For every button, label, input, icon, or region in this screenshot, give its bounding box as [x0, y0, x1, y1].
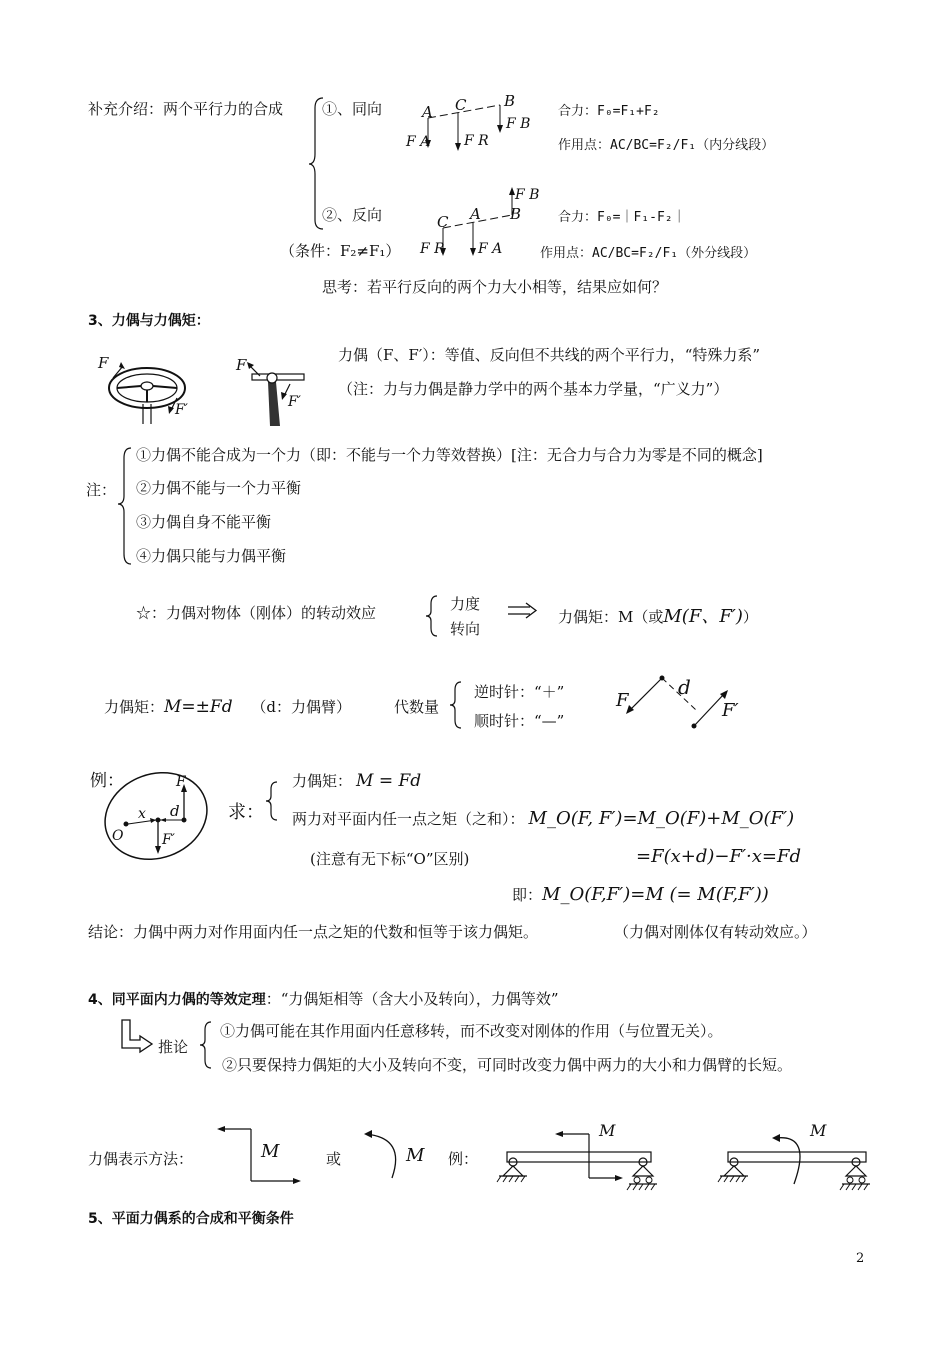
implies-arrow-icon: [506, 603, 540, 619]
case2-resultant: 合力：F₀=｜F₁-F₂｜: [558, 210, 686, 225]
subscript-note: (注意有无下标“O”区别): [310, 850, 470, 868]
svg-text:F: F: [98, 354, 109, 372]
svg-text:M: M: [810, 1121, 827, 1140]
q2-derivation: =F(x+d)−F′·x=Fd: [636, 846, 801, 867]
label-FB: F B: [506, 116, 531, 132]
section4-heading: 4、同平面内力偶的等效定理：“力偶矩相等（含大小及转向），力偶等效”: [88, 990, 559, 1008]
svg-text:A: A: [470, 205, 481, 223]
representation-label: 力偶表示方法：: [88, 1150, 194, 1168]
svg-text:F A: F A: [478, 241, 503, 257]
svg-text:x: x: [138, 806, 146, 822]
example-label-4: 例：: [448, 1150, 479, 1168]
svg-text:d: d: [678, 675, 691, 699]
algebraic-quantity: 代数量: [394, 698, 440, 716]
couple-definition-note: （注：力与力偶是静力学中的两个基本力学量，“广义力”）: [338, 380, 729, 398]
svg-text:d: d: [170, 802, 180, 820]
conclusion: 结论：力偶中两力对作用面内任一点之矩的代数和恒等于该力偶矩。: [88, 923, 539, 941]
corollary-1: ①力偶可能在其作用面内任意移转，而不改变对刚体的作用（与位置无关）。: [220, 1022, 723, 1040]
moment-definition: 力偶矩：M（或M(F、F′)）: [558, 606, 758, 627]
case1-point: 作用点：AC/BC=F₂/F₁（内分线段）: [558, 138, 775, 153]
label-FR: F R: [464, 133, 489, 149]
beam-example-curve: [716, 1118, 886, 1196]
note-item-2: ②力偶不能与一个力平衡: [136, 479, 302, 497]
couple-definition: 力偶（F、F′）：等值、反向但不共线的两个平行力，“特殊力系”: [338, 346, 761, 364]
sign-ccw: 逆时针：“＋”: [474, 683, 565, 701]
svg-text:M: M: [261, 1141, 280, 1162]
svg-text:F: F: [236, 356, 247, 374]
case1-label: ①、同向: [322, 100, 383, 118]
same-direction-figure: [400, 90, 550, 160]
brace-corollary: [200, 1020, 214, 1070]
svg-text:F: F: [176, 774, 186, 790]
q2: 两力对平面内任一点之矩（之和）： M_O(F, F′)=M_O(F)+M_O(F′): [292, 808, 795, 829]
case2-condition: （条件：F₂≠F₁）: [280, 242, 401, 260]
opposite-direction-figure: [415, 185, 565, 260]
example-label: 例：: [90, 771, 124, 791]
svg-text:F: F: [616, 690, 629, 711]
steering-wheel-figure: [95, 348, 205, 428]
svg-text:F′: F′: [288, 394, 301, 410]
moment-formula: 力偶矩：M=±Fd （d：力偶臂）: [104, 697, 351, 717]
svg-text:F′: F′: [175, 402, 188, 418]
case1-resultant: 合力：F₀=F₁+F₂: [558, 104, 660, 119]
label-B: B: [504, 92, 516, 110]
brace-sign: [450, 680, 464, 730]
or-label: 或: [326, 1150, 342, 1168]
rotation-effect: ☆：力偶对物体（刚体）的转动效应: [136, 604, 377, 622]
q3: 即：M_O(F,F′)=M (= M(F,F′)): [512, 884, 769, 905]
svg-text:F B: F B: [515, 187, 540, 203]
case2-point: 作用点：AC/BC=F₂/F₁（外分线段）: [540, 246, 757, 261]
couple-arm-figure: [616, 672, 756, 736]
svg-text:F R: F R: [420, 241, 445, 257]
brace-seek: [266, 780, 280, 822]
section3-heading: 3、力偶与力偶矩：: [88, 313, 210, 329]
brace-notes: [118, 446, 136, 566]
corollary-label: 推论: [158, 1038, 189, 1056]
q1: 力偶矩： M = Fd: [292, 771, 422, 791]
conclusion-note: （力偶对刚体仅有转动效应。）: [614, 923, 817, 941]
svg-text:B: B: [510, 205, 522, 223]
example-disc-figure: [100, 768, 220, 866]
effect-direction: 转向: [450, 620, 481, 638]
think-question: 思考：若平行反向的两个力大小相等，结果应如何？: [322, 278, 668, 296]
beam-example-arrow: [495, 1118, 665, 1196]
section5-heading: 5、平面力偶系的合成和平衡条件: [88, 1211, 294, 1227]
label-C: C: [455, 96, 467, 114]
seek-label: 求：: [228, 802, 264, 823]
page-number: 2: [856, 1251, 865, 1266]
note-item-3: ③力偶自身不能平衡: [136, 513, 272, 531]
effect-magnitude: 力度: [450, 595, 481, 613]
corollary-2: ②只要保持力偶矩的大小及转向不变，可同时改变力偶中两力的大小和力偶臂的长短。: [222, 1056, 793, 1074]
svg-text:M: M: [406, 1145, 425, 1166]
case2-label: ②、反向: [322, 206, 383, 224]
label-A: A: [422, 103, 433, 121]
corollary-arrow-icon: [118, 1018, 158, 1054]
svg-text:F′: F′: [162, 832, 175, 848]
notes-label: 注：: [86, 481, 117, 499]
label-FA: F A: [406, 134, 431, 150]
brace-effect: [426, 594, 440, 638]
svg-text:M: M: [599, 1121, 616, 1140]
note-item-4: ④力偶只能与力偶平衡: [136, 547, 287, 565]
svg-text:O: O: [112, 828, 124, 844]
svg-text:F′: F′: [722, 700, 739, 721]
svg-text:C: C: [437, 213, 449, 231]
couple-curve-notation: [360, 1128, 430, 1182]
note-item-1: ①力偶不能合成为一个力（即：不能与一个力等效替换）[注：无合力与合力为零是不同的概念]: [136, 446, 763, 464]
couple-arrow-notation: [215, 1125, 305, 1189]
parallel-intro: 补充介绍：两个平行力的合成: [88, 100, 284, 118]
sign-cw: 顺时针：“—”: [474, 712, 565, 730]
wrench-figure: [230, 352, 320, 430]
